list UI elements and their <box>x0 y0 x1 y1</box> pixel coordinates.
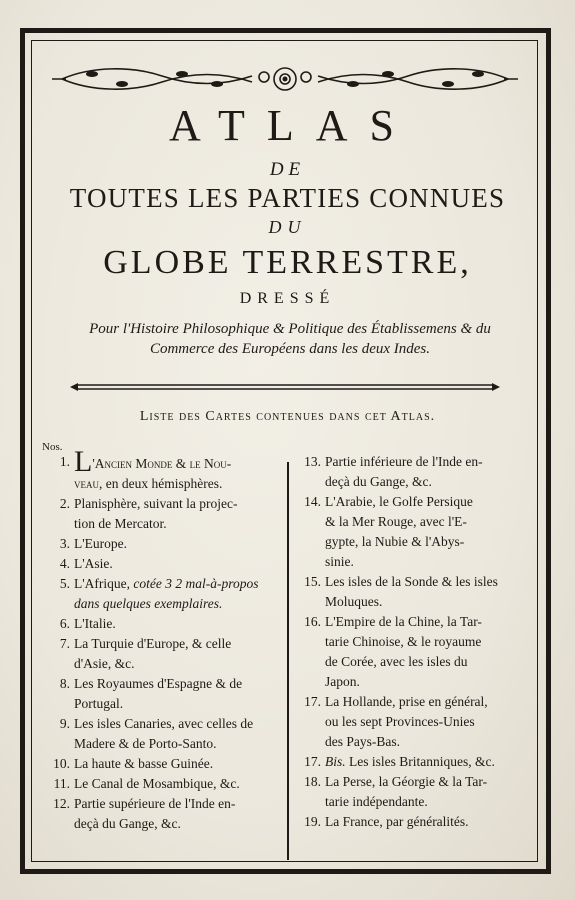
map-number: 9. <box>59 716 70 731</box>
list-item <box>293 612 533 692</box>
map-title-line: veau, en deux hémisphères. <box>74 476 223 491</box>
map-title-line: gypte, la Nubie & l'Abys- <box>325 534 465 549</box>
title-du: DU <box>268 217 307 237</box>
map-title-line: Les isles Canaries, avec celles de <box>74 716 254 731</box>
list-item <box>40 794 283 834</box>
decorative-garland-ornament <box>52 62 518 96</box>
map-title-line: L'Empire de la Chine, la Tar- <box>325 614 482 629</box>
map-title-line: dans quelques exemplaires. <box>74 596 223 611</box>
list-item <box>40 674 283 714</box>
list-item <box>40 574 283 614</box>
map-title-line: sinie. <box>325 554 354 569</box>
map-number: 1. <box>59 454 70 469</box>
map-title-line: La Perse, la Géorgie & la Tar- <box>325 774 488 789</box>
map-number: 15. <box>304 574 321 589</box>
list-item <box>40 754 283 774</box>
map-title-line: de Corée, avec les isles du <box>325 654 468 669</box>
map-title-line: & la Mer Rouge, avec l'E- <box>325 514 467 529</box>
map-title-line: La haute & basse Guinée. <box>74 756 214 771</box>
decorative-double-rule <box>70 382 500 392</box>
map-title-line: d'Asie, &c. <box>74 656 135 671</box>
subtitle-line-1: Pour l'Histoire Philosophique & Politique des Établissemens & du <box>89 321 491 337</box>
map-number: 17. <box>304 694 321 709</box>
map-title-line: Madere & de Porto-Santo. <box>74 736 217 751</box>
list-item <box>40 774 283 794</box>
map-title-line: La Turquie d'Europe, & celle <box>74 636 232 651</box>
column-divider <box>287 462 289 860</box>
map-number: 14. <box>304 494 321 509</box>
list-item <box>40 554 283 574</box>
title-atlas: ATLAS <box>169 101 416 150</box>
right-column <box>293 452 533 832</box>
map-title-line: L'Arabie, le Golfe Persique <box>325 494 473 509</box>
map-number: 16. <box>304 614 321 629</box>
list-item <box>293 692 533 752</box>
map-number: 2. <box>59 496 70 511</box>
title-parties: TOUTES LES PARTIES CONNUES <box>69 183 506 213</box>
map-number: 17. <box>304 754 321 769</box>
map-title-line: Le Canal de Mosambique, &c. <box>74 776 240 791</box>
map-number: 3. <box>59 536 70 551</box>
list-item <box>40 634 283 674</box>
title-de: DE <box>269 159 306 180</box>
list-heading: Liste des Cartes contenues dans cet Atlas. <box>139 409 436 424</box>
map-title-line: Moluques. <box>325 594 383 609</box>
map-title-line: tarie Chinoise, & le royaume <box>325 634 482 649</box>
map-title-line: des Pays-Bas. <box>325 734 400 749</box>
list-item <box>40 714 283 754</box>
map-title-line: tarie indépendante. <box>325 794 428 809</box>
list-item <box>293 492 533 572</box>
map-title-line: Planisphère, suivant la projec- <box>74 496 238 511</box>
map-title-line: L'Afrique, cotée 3 2 mal-à-propos <box>74 576 259 591</box>
list-item <box>293 772 533 812</box>
title-globe: GLOBE TERRESTRE, <box>103 244 472 281</box>
map-title-line: La Hollande, prise en général, <box>325 694 488 709</box>
map-number: 19. <box>304 814 321 829</box>
map-number: 6. <box>59 616 70 631</box>
subtitle <box>50 319 530 359</box>
map-title-line: Bis. Les isles Britanniques, &c. <box>325 754 495 769</box>
map-title-line: Partie inférieure de l'Inde en- <box>325 454 483 469</box>
map-number: 11. <box>53 776 70 791</box>
map-number: 4. <box>59 556 70 571</box>
decorative-initial: L <box>74 445 93 478</box>
map-number: 12. <box>53 796 70 811</box>
map-number: 8. <box>59 676 70 691</box>
map-title-line: deçà du Gange, &c. <box>74 816 181 831</box>
list-item <box>40 534 283 554</box>
map-number: 7. <box>59 636 70 651</box>
map-title-line: Partie supérieure de l'Inde en- <box>74 796 236 811</box>
map-title-line: L'Ancien Monde & le Nou- <box>74 445 232 478</box>
map-title-line: L'Asie. <box>74 556 113 571</box>
map-title-line: Portugal. <box>74 696 124 711</box>
map-title-line: Les isles de la Sonde & les isles <box>325 574 498 589</box>
numbers-label: Nos. <box>42 441 63 453</box>
map-title-line: deçà du Gange, &c. <box>325 474 432 489</box>
list-item <box>293 572 533 612</box>
map-title-line: L'Europe. <box>74 536 128 551</box>
map-number: 18. <box>304 774 321 789</box>
map-title-line: La France, par généralités. <box>325 814 469 829</box>
map-title-line: ou les sept Provinces-Unies <box>325 714 475 729</box>
title-dresse: DRESSÉ <box>239 290 336 307</box>
map-title-line: Les Royaumes d'Espagne & de <box>74 676 243 691</box>
subtitle-line-2: Commerce des Européens dans les deux Indes. <box>149 341 431 357</box>
list-item <box>293 452 533 492</box>
map-number: 13. <box>304 454 321 469</box>
list-item <box>293 812 533 832</box>
map-number: 10. <box>53 756 70 771</box>
map-title-line: Japon. <box>325 674 360 689</box>
map-title-line: tion de Mercator. <box>74 516 167 531</box>
list-item <box>40 614 283 634</box>
map-number: 5. <box>59 576 70 591</box>
map-title-line: L'Italie. <box>74 616 116 631</box>
list-item <box>40 494 283 534</box>
list-item <box>293 752 533 772</box>
